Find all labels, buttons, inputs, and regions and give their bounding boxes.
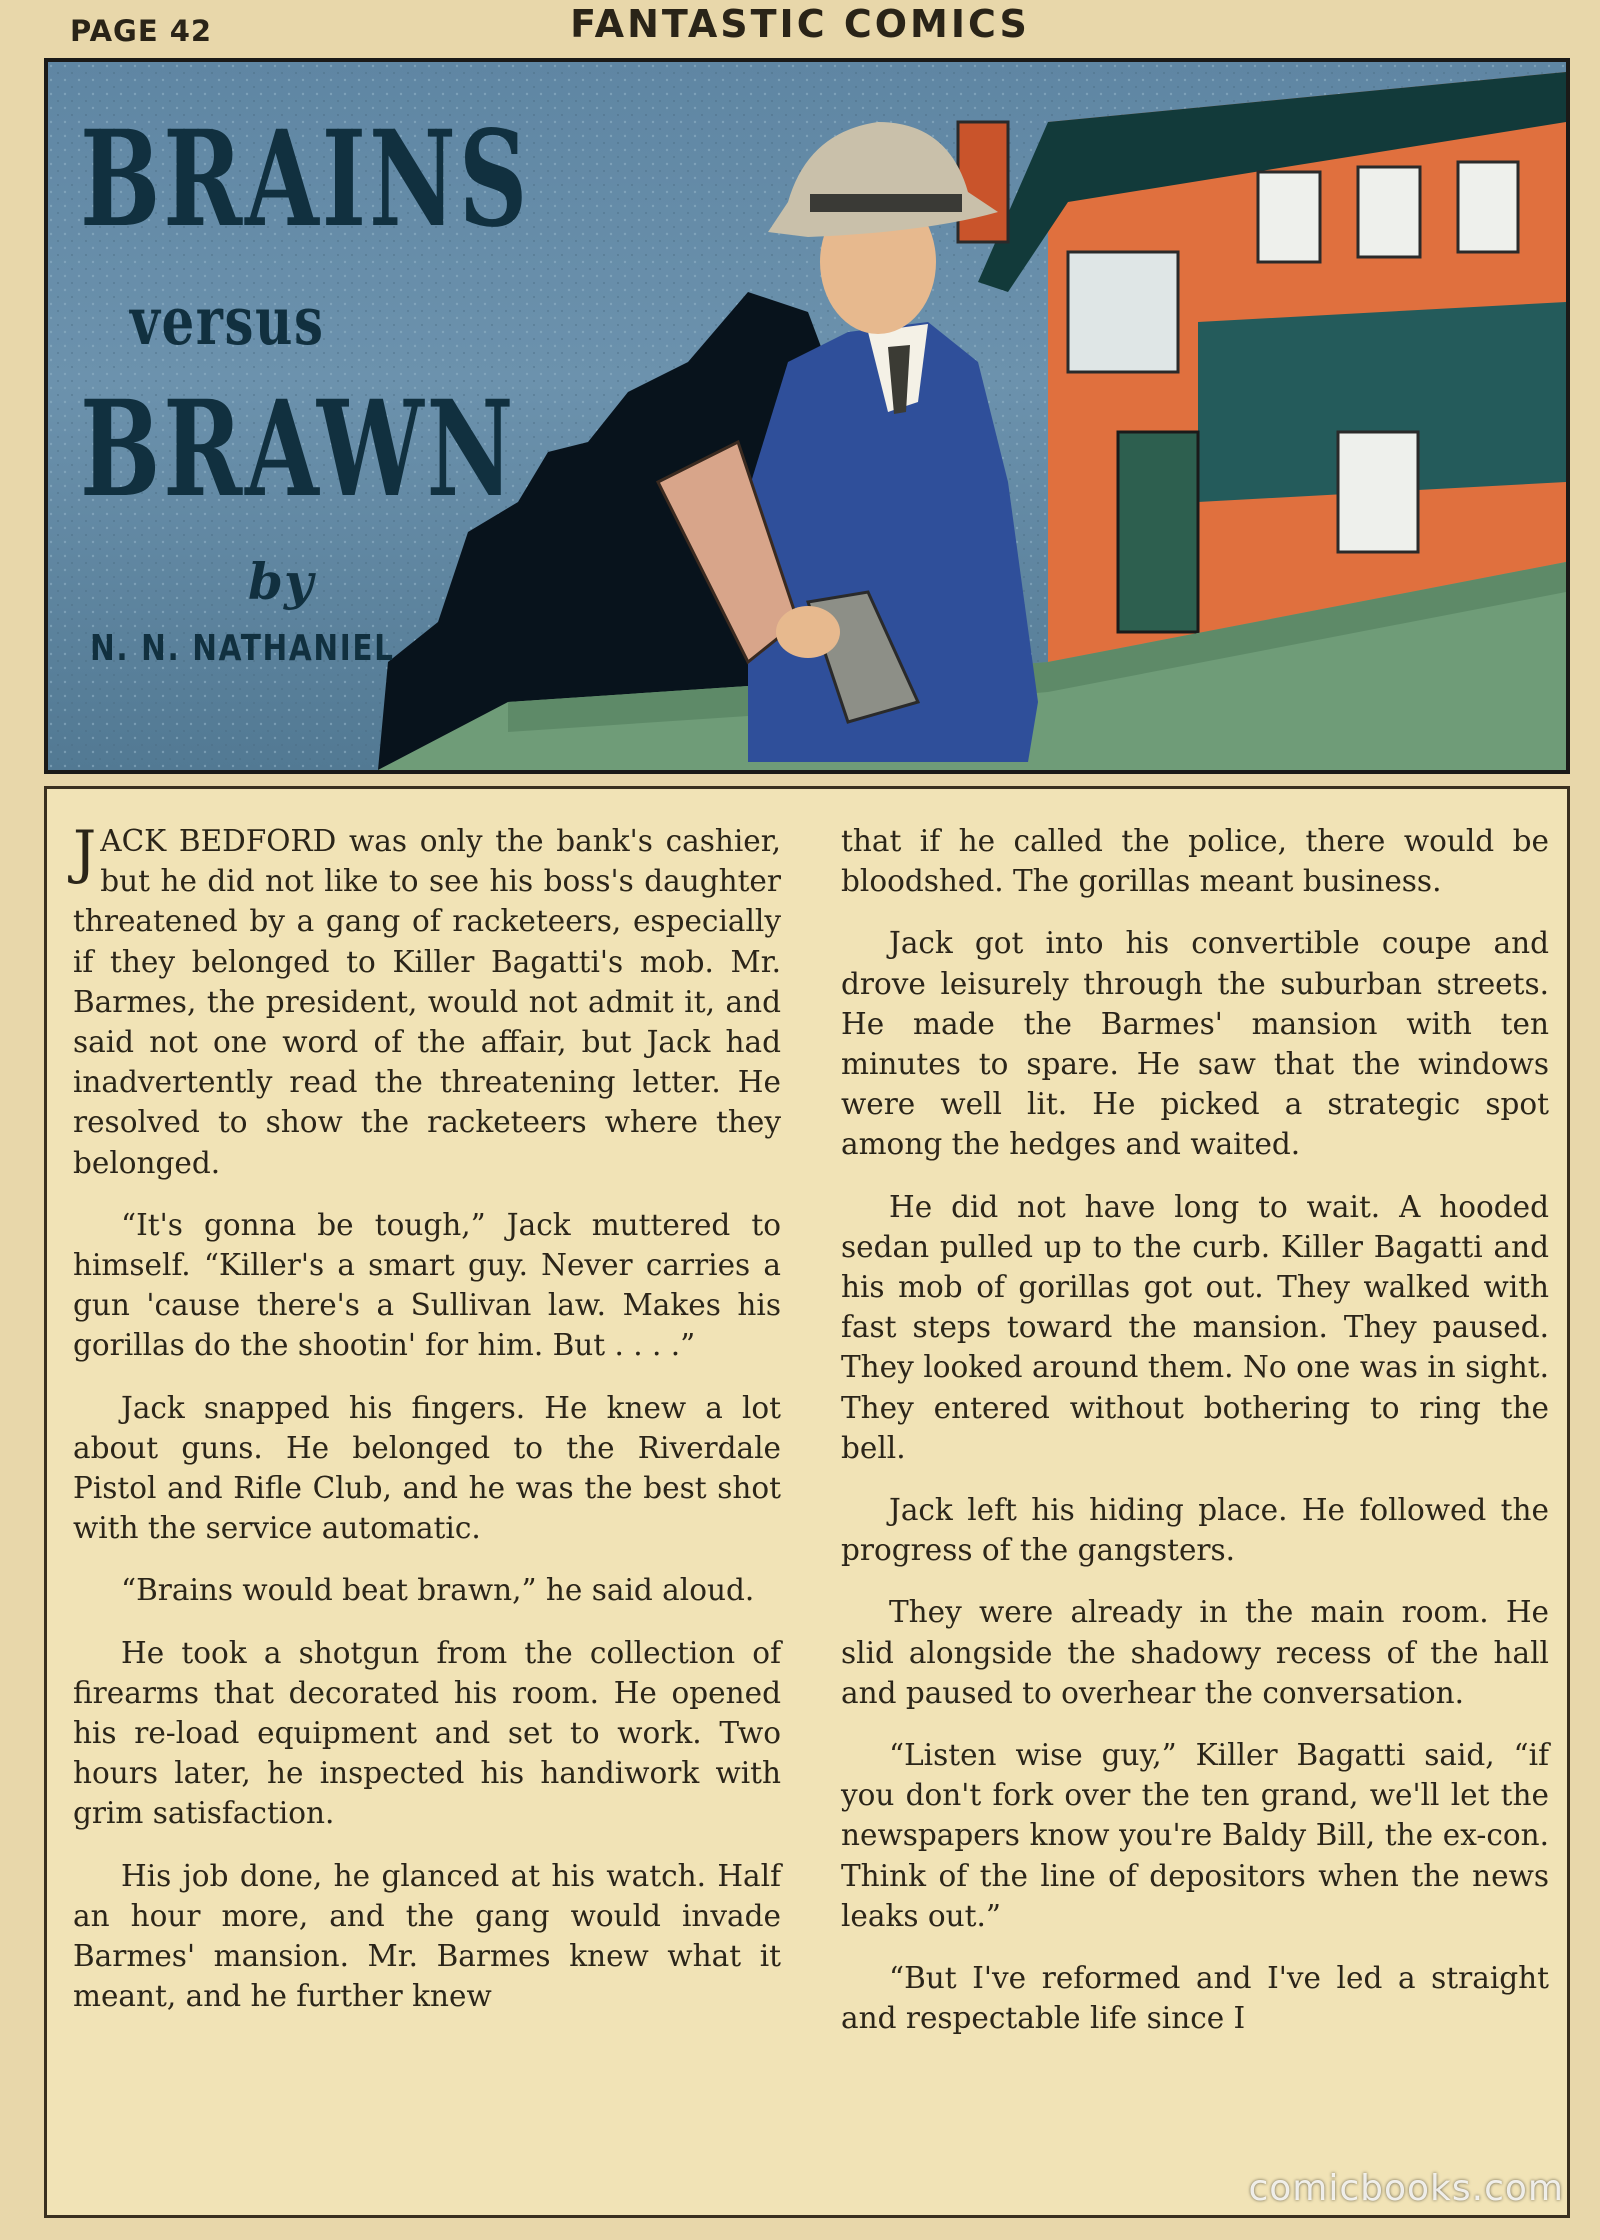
title-illustration [44, 58, 1570, 774]
paragraph: “But I've reformed and I've led a straight and respectable life since I [841, 1961, 1549, 2036]
story-title-bottom: BRAWN [80, 372, 517, 527]
paragraph: “Brains would beat brawn,” he said aloud. [121, 1573, 755, 1608]
paragraph: “Listen wise guy,” Killer Bagatti said, “if you don't fork over the ten grand, we'll let the newspapers know you're Baldy Bill, the ex-con. Think of the line of depositors when the news leaks out.” [841, 1738, 1549, 1933]
paragraph: that if he called the police, there would be bloodshed. The gorillas meant business. [841, 824, 1549, 899]
paragraph: Jack got into his convertible coupe and drove leisurely through the suburban streets. He made the Barmes' mansion with ten minutes to spare. He saw that the windows were well lit. He picked a strategic spot among the hedges and waited. [841, 926, 1549, 1162]
story-title-versus: versus [130, 282, 325, 360]
paragraph: They were already in the main room. He slid alongside the shadowy recess of the hall and paused to overhear the conversation. [841, 1595, 1549, 1710]
paragraph: Jack left his hiding place. He followed the progress of the gangsters. [841, 1493, 1549, 1568]
paragraph: “It's gonna be tough,” Jack muttered to himself. “Killer's a smart guy. Never carries a gun 'cause there's a Sullivan law. Makes his gorillas do the shootin' for him. But . . . .” [73, 1207, 781, 1363]
story-column-left [73, 818, 781, 2038]
story-text-box [44, 786, 1570, 2218]
site-watermark: comicbooks.com [1248, 2168, 1564, 2209]
drop-cap: J [73, 818, 97, 886]
story-column-right [841, 821, 1549, 2060]
paragraph: JACK BEDFORD was only the bank's cashier, but he did not like to see his boss's daughter threatened by a gang of racketeers, especially if they belonged to Killer Bagatti's mob. Mr. Barmes, the president, would not admit it, and said not one word of the affair, but Jack had inadvertently read the threatening letter. He resolved to show the racketeers where they belonged. [73, 818, 781, 1180]
story-title-top: BRAINS [80, 102, 531, 257]
paragraph: His job done, he glanced at his watch. Half an hour more, and the gang would invade Barmes' mansion. Mr. Barmes knew what it meant, and he further knew [73, 1858, 781, 2014]
byline-by: by [248, 552, 315, 611]
author-name: N. N. NATHANIEL [90, 628, 395, 669]
paragraph: He did not have long to wait. A hooded sedan pulled up to the curb. Killer Bagatti and his mob of gorillas got out. They walked with fast steps toward the mansion. They paused. They looked around them. No one was in sight. They entered without bothering to ring the bell. [841, 1189, 1549, 1465]
page-header [0, 0, 1600, 56]
magazine-title: FANTASTIC COMICS [570, 2, 1030, 46]
paragraph: Jack snapped his fingers. He knew a lot about guns. He belonged to the Riverdale Pistol and Rifle Club, and he was the best shot with the service automatic. [73, 1390, 781, 1546]
page-number: PAGE 42 [70, 14, 213, 48]
paragraph: He took a shotgun from the collection of firearms that decorated his room. He opened his re-load equipment and set to work. Two hours later, he inspected his handiwork with grim satisfaction. [73, 1635, 781, 1831]
